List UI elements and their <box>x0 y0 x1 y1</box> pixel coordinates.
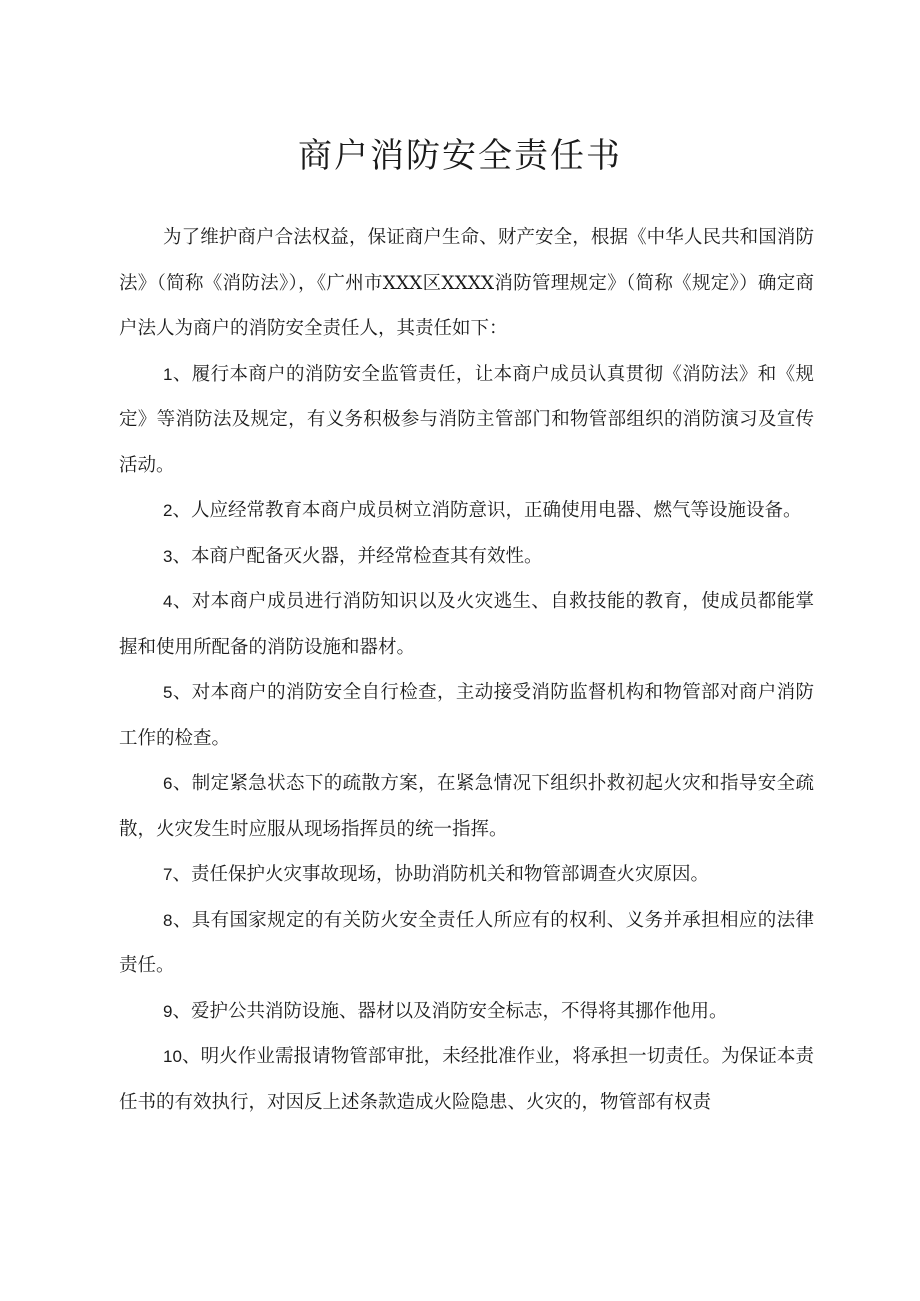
clause-1 <box>119 352 814 489</box>
clause-9 <box>119 989 814 1035</box>
clause-number: 10 <box>163 1047 182 1066</box>
clause-text: 、本商户配备灭火器，并经常检查其有效性。 <box>172 545 543 567</box>
clause-text: 、责任保护火灾事故现场，协助消防机关和物管部调查火灾原因。 <box>172 864 709 885</box>
clause-number: 5 <box>163 683 173 702</box>
clause-2 <box>119 488 814 534</box>
clause-number: 8 <box>163 910 173 930</box>
clause-text: 、对本商户成员进行消防知识以及火灾逃生、自救技能的教育，使成员都能掌握和使用所配备的消防设施和器材。 <box>119 591 814 658</box>
clause-number: 9 <box>163 1001 173 1021</box>
clause-7 <box>119 852 814 898</box>
clause-4 <box>119 579 814 670</box>
intro-paragraph: 为了维护商户合法权益，保证商户生命、财产安全，根据《中华人民共和国消防法》（简称《消防法》），《广州市XXX区XXXX消防管理规定》（简称《规定》）确定商户法人为商户的消防安全责任人，其责任如下： <box>119 227 814 339</box>
clause-3 <box>119 534 814 580</box>
clause-5 <box>119 670 814 761</box>
document-body <box>119 215 814 1125</box>
clause-text: 、人应经常教育本商户成员树立消防意识，正确使用电器、燃气等设施设备。 <box>172 500 802 521</box>
clause-number: 7 <box>163 865 173 884</box>
clause-number: 1 <box>163 364 173 384</box>
clause-6 <box>119 761 814 852</box>
clause-text: 、爱护公共消防设施、器材以及消防安全标志，不得将其挪作他用。 <box>172 1000 728 1022</box>
clause-number: 4 <box>163 592 173 611</box>
document-title: 商户消防安全责任书 <box>298 136 622 176</box>
clause-number: 6 <box>163 774 173 793</box>
clause-number: 2 <box>163 501 173 520</box>
clause-text: 、明火作业需报请物管部审批，未经批准作业，将承担一切责任。为保证本责任书的有效执行，对因反上述条款造成火险隐患、火灾的，物管部有权责 <box>119 1046 814 1113</box>
clause-8 <box>119 898 814 989</box>
clause-text: 、具有国家规定的有关防火安全责任人所应有的权利、义务并承担相应的法律责任。 <box>119 909 814 976</box>
clause-text: 、对本商户的消防安全自行检查，主动接受消防监督机构和物管部对商户消防工作的检查。 <box>119 682 814 749</box>
clause-text: 、制定紧急状态下的疏散方案，在紧急情况下组织扑救初起火灾和指导安全疏散，火灾发生时应服从现场指挥员的统一指挥。 <box>119 773 814 840</box>
clause-10 <box>119 1034 814 1125</box>
clause-number: 3 <box>163 546 173 566</box>
clause-text: 、履行本商户的消防安全监管责任，让本商户成员认真贯彻《消防法》和《规定》等消防法及规定，有义务积极参与消防主管部门和物管部组织的消防演习及宣传活动。 <box>119 363 814 476</box>
